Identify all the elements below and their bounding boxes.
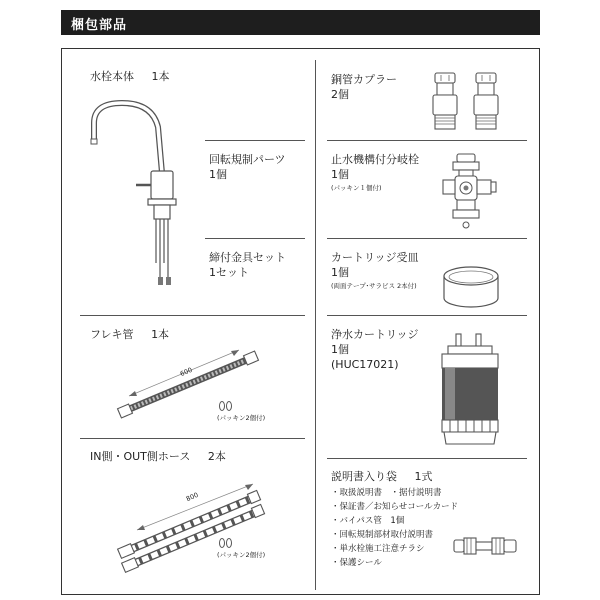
manual-bag-name: 説明書入り袋 [331,470,397,483]
faucet-label [90,70,170,84]
mid-divider-1 [205,140,305,141]
valve-illustration [440,152,500,234]
copper-coupler-qty: 2個 [331,88,349,101]
right-divider-4 [327,458,527,459]
hoses-illustration [115,470,275,575]
copper-coupler-name: 銅管カプラー [331,73,397,86]
manual-bag-label [331,470,433,484]
valve-name: 止水機構付分岐栓 [331,153,419,166]
flex-pipe-qty: 1本 [151,328,170,341]
hoses-packing-icon [218,537,234,549]
valve-qty: 1個 [331,168,349,181]
cartridge-tray-note: (両面テープ･サラビス 2本付) [331,282,417,290]
section-header [61,10,540,35]
cartridge-name: 浄水カートリッジ [331,328,419,341]
manual-bag-item: ・保護シール [331,558,382,568]
right-divider-1 [327,140,527,141]
left-divider-1 [80,315,305,316]
mid-divider-2 [205,238,305,239]
rotation-parts-qty: 1個 [209,168,227,181]
fastener-set-name: 締付金具セット [209,251,286,264]
flex-pipe-length: 600 [178,365,194,379]
manual-bag-item: ・保証書／お知らせコールカード [331,502,459,512]
column-divider [315,60,316,590]
hoses-note: (パッキン2個付) [217,551,266,559]
manual-bag-item: ・単水栓施工注意チラシ [331,544,425,554]
left-divider-2 [80,438,305,439]
cartridge-tray-qty: 1個 [331,266,349,279]
faucet-illustration [88,95,188,295]
cartridge-model: (HUC17021) [331,358,399,371]
flex-pipe-illustration [115,340,275,425]
faucet-name: 水栓本体 [90,70,134,83]
packing-icon [218,400,234,412]
right-divider-2 [327,238,527,239]
flex-pipe-note: (パッキン2個付) [217,414,266,422]
rotation-parts-name: 回転規制パーツ [209,153,286,166]
flex-pipe-name: フレキ管 [90,328,134,341]
right-divider-3 [327,315,527,316]
hoses-name: IN側・OUT側ホース [90,450,191,463]
cartridge-tray-illustration [442,264,502,310]
hoses-qty: 2本 [207,450,226,463]
manual-bag-item: ・バイパス管 1個 [331,516,405,526]
section-title: 梱包部品 [71,18,128,33]
cartridge-illustration [438,332,502,450]
bypass-pipe-illustration [452,534,522,558]
manual-bag-item: ・取扱説明書 ・据付説明書 [331,488,442,498]
hoses-label [90,450,226,464]
copper-coupler-illustration [428,70,518,135]
fastener-set-qty: 1セット [209,266,249,279]
cartridge-tray-name: カートリッジ受皿 [331,251,419,264]
manual-bag-qty: 1式 [414,470,433,483]
valve-note: (パッキン１個付) [331,184,382,192]
hoses-length: 800 [184,490,200,504]
manual-bag-item: ・回転規制部材取付説明書 [331,530,434,540]
cartridge-qty: 1個 [331,343,349,356]
faucet-qty: 1本 [151,70,170,83]
